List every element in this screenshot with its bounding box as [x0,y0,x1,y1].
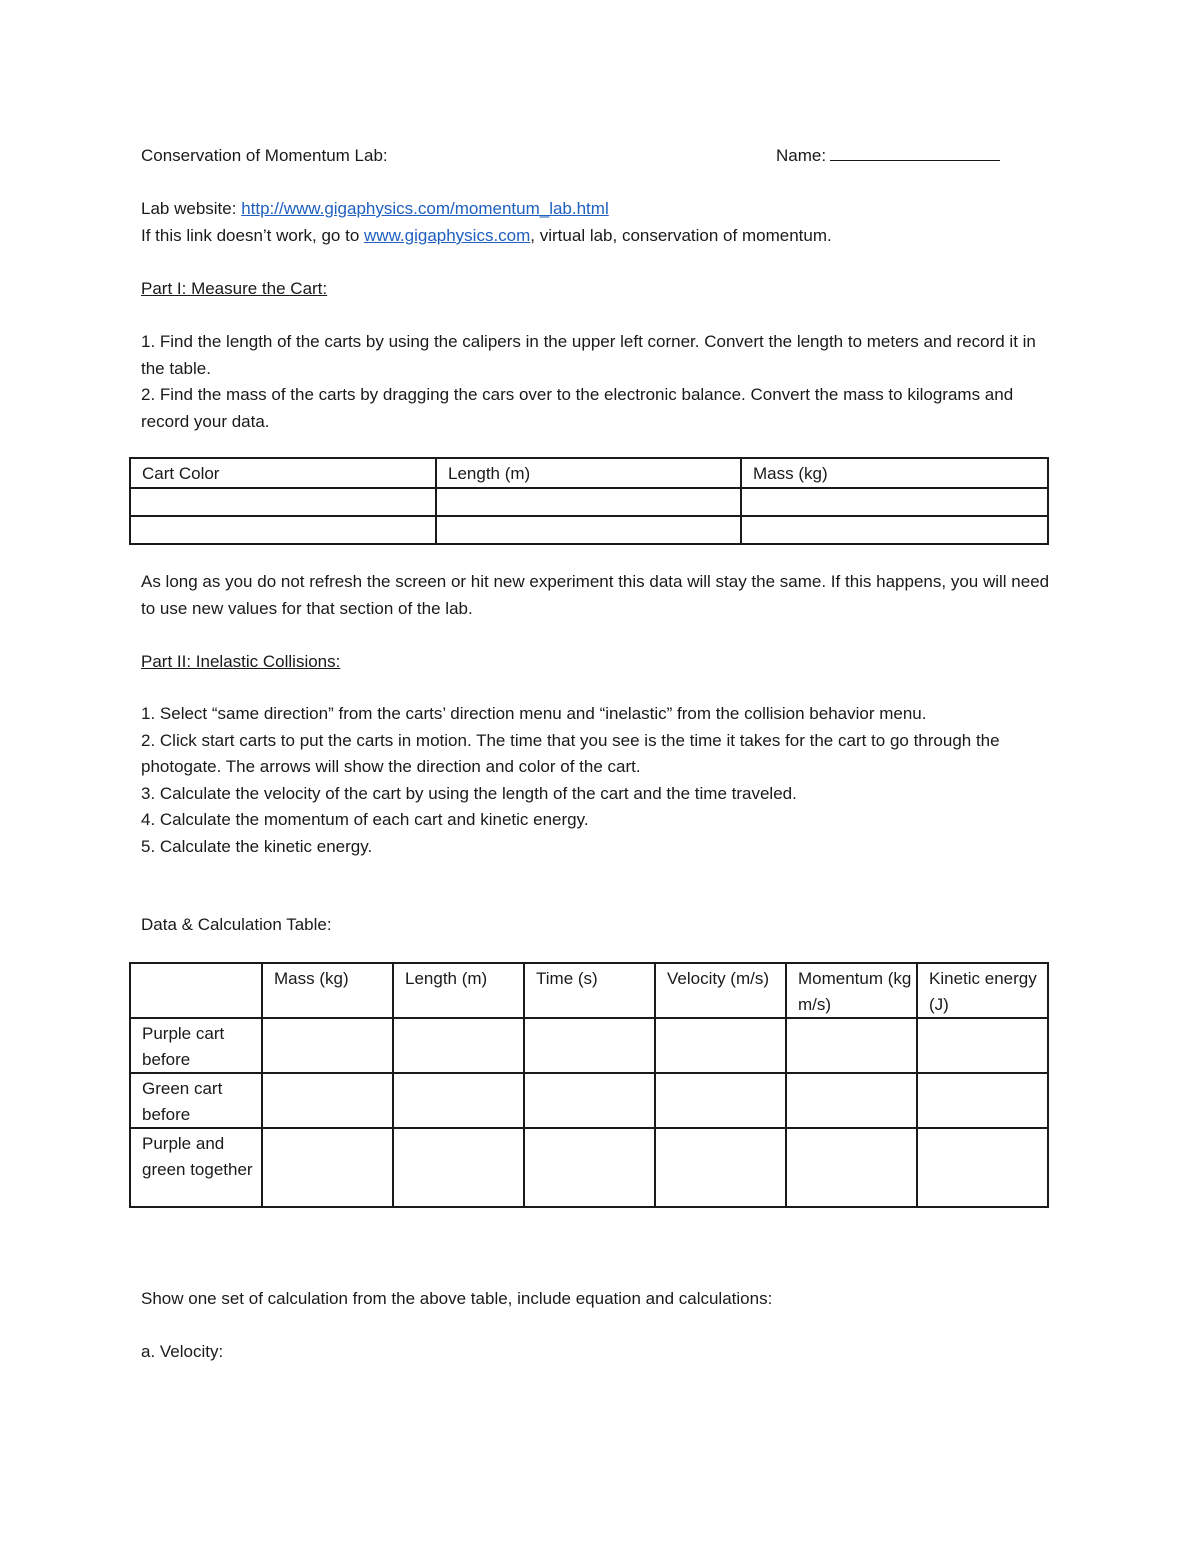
data-calculation-table [129,962,1049,1208]
header-mass: Mass (kg) [262,963,393,1018]
row-label-purple-before: Purple cart before [130,1018,262,1073]
header-length: Length (m) [436,458,741,488]
table-cell[interactable] [393,1128,524,1207]
table-cell[interactable] [524,1073,655,1128]
table-row-together [130,1128,1048,1207]
part2-step-4: 4. Calculate the momentum of each cart and kinetic energy. [141,810,589,829]
data-table-title: Data & Calculation Table: [141,915,332,934]
table-cell[interactable] [655,1128,786,1207]
table-cell[interactable] [524,1128,655,1207]
part2-step-1: 1. Select “same direction” from the carts’ direction menu and “inelastic” from the collision behavior menu. [141,704,927,723]
name-blank[interactable] [830,143,1000,161]
worksheet-title: Conservation of Momentum Lab: [141,146,388,165]
header-velocity: Velocity (m/s) [655,963,786,1018]
table-cell[interactable] [917,1128,1048,1207]
table-header-row [130,458,1048,488]
header-length: Length (m) [393,963,524,1018]
table-cell[interactable] [524,1018,655,1073]
header-time: Time (s) [524,963,655,1018]
header-mass: Mass (kg) [741,458,1048,488]
header-momentum: Momentum (kg m/s) [786,963,917,1018]
row-label-green-before: Green cart before [130,1073,262,1128]
table-cell[interactable] [436,488,741,516]
calculation-instructions: Show one set of calculation from the above table, include equation and calculations: [141,1289,773,1308]
part1-step-2: 2. Find the mass of the carts by dragging the cars over to the electronic balance. Convert the mass to kilograms and record your data. [141,385,1014,431]
table-cell[interactable] [393,1073,524,1128]
header-cart-color: Cart Color [130,458,436,488]
table-cell[interactable] [655,1018,786,1073]
table-row-green-before [130,1073,1048,1128]
table-cell[interactable] [262,1073,393,1128]
part2-step-2: 2. Click start carts to put the carts in motion. The time that you see is the time it takes for the cart to go through the photogate. The arrows will show the direction and color of the cart. [141,730,1000,776]
table-cell[interactable] [436,516,741,544]
table-cell[interactable] [262,1018,393,1073]
header-kinetic-energy: Kinetic energy (J) [917,963,1048,1018]
fallback-line [141,223,832,250]
table-cell[interactable] [741,488,1048,516]
lab-website-link[interactable]: http://www.gigaphysics.com/momentum_lab.html [241,199,609,218]
part2-heading: Part II: Inelastic Collisions: [141,652,341,671]
part1-note: As long as you do not refresh the screen or hit new experiment this data will stay the same. If this happens, you will need to use new values for that section of the lab. [141,572,1050,618]
table-cell[interactable] [786,1073,917,1128]
part1-heading: Part I: Measure the Cart: [141,279,328,298]
table-row [130,516,1048,544]
table-cell[interactable] [262,1128,393,1207]
row-label-together: Purple and green together [130,1128,262,1207]
gigaphysics-link[interactable]: www.gigaphysics.com [364,226,531,245]
part1-instructions [141,329,1061,435]
fallback-pre-text: If this link doesn’t work, go to [141,226,360,245]
table-cell[interactable] [917,1018,1048,1073]
table-cell[interactable] [741,516,1048,544]
table-row-purple-before [130,1018,1048,1073]
lab-website-label: Lab website: [141,199,237,218]
table-cell[interactable] [130,516,436,544]
table-cell[interactable] [393,1018,524,1073]
lab-website-line [141,196,609,223]
velocity-prompt: a. Velocity: [141,1342,224,1361]
table-row [130,488,1048,516]
name-field [776,143,1000,170]
table-cell[interactable] [917,1073,1048,1128]
table-cell[interactable] [655,1073,786,1128]
table-cell[interactable] [786,1128,917,1207]
part2-step-3: 3. Calculate the velocity of the cart by using the length of the cart and the time traveled. [141,783,797,803]
part1-step-1: 1. Find the length of the carts by using the calipers in the upper left corner. Convert the length to meters and record it in the table. [141,332,1036,378]
table-header-row [130,963,1048,1018]
table-cell[interactable] [786,1018,917,1073]
header-empty [130,963,262,1018]
fallback-post-text: , virtual lab, conservation of momentum. [530,226,832,245]
name-label: Name: [776,146,827,165]
part2-step-5: 5. Calculate the kinetic energy. [141,836,373,856]
part2-instructions [141,701,1061,860]
table-cell[interactable] [130,488,436,516]
cart-measurement-table [129,457,1049,545]
